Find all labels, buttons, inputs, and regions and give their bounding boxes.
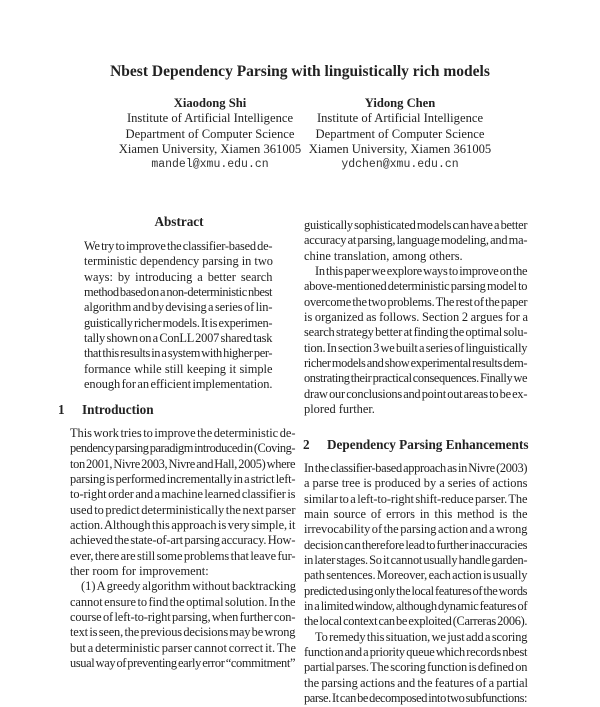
author-block-1 [116,96,304,172]
author-email: mandel@xmu.edu.cn [151,158,269,172]
text-line-content: the parsing actions and the features of a partial [304,675,528,690]
text-line-content: guistically richer models. It is experimen- [84,315,273,330]
text-line [304,492,528,507]
text-line [304,476,528,491]
text-line [70,487,296,502]
text-line-content: the local context can be exploited (Carreras 2006). [304,614,528,629]
text-line [70,472,296,487]
paper-title: Nbest Dependency Parsing with linguistically rich models [110,63,490,80]
section-title: Introduction [82,402,154,417]
text-line-content: main source of errors in this method is the [304,507,528,522]
text-line [304,538,528,553]
text-line-content: algorithm and by devising a series of lin- [84,300,273,315]
text-line [304,691,528,706]
text-line [70,533,296,548]
text-line-content: parsing is performed incrementally in a strict left- [70,472,296,487]
text-line [70,518,296,533]
text-line [304,371,528,386]
text-line [84,316,273,331]
text-line [304,279,528,294]
text-line-content: accuracy at parsing, language modeling, and ma- [304,233,528,248]
text-line-content: to-right order and a machine learned classifier is [70,487,296,502]
text-line-content: similar to a left-to-right shift-reduce parser. The [304,491,528,506]
text-line [304,356,528,371]
text-line [304,553,528,568]
text-line [84,254,273,269]
text-line [70,579,296,594]
text-line-content: that this results in a system with higher per- [84,346,273,361]
text-line-content: enough for an efficient implementation. [84,377,273,392]
author-affiliation: Department of Computer Science [315,126,485,141]
text-line [304,233,528,248]
text-line-content: To remedy this situation, we just add a scoring [315,629,528,644]
text-line [70,457,296,472]
author-name: Yidong Chen [364,96,436,110]
author-affiliation: Institute of Artificial Intelligence [126,111,294,126]
author-email: ydchen@xmu.edu.cn [341,158,459,172]
author-affiliation: Department of Computer Science [125,126,295,141]
text-line [304,310,528,325]
text-line [304,676,528,691]
text-line-content: tion. In section 3 we built a series of linguistically [304,340,528,355]
text-line-content: partial parses. The scoring function is defined on [304,660,528,675]
text-line-content: in later stages. So it cannot usually handle garden- [304,553,528,568]
text-line [84,362,273,377]
text-line-content: onstrating their practical consequences. Finally we [304,371,528,386]
text-line [304,614,528,629]
author-name: Xiaodong Shi [173,96,247,110]
text-line [70,625,296,640]
text-line-content: action. Although this approach is very simple, it [70,518,296,533]
text-line [70,656,296,671]
text-line [84,285,273,300]
introduction-continued [304,218,528,417]
text-line-content: a parse tree is produced by a series of actions [304,476,528,491]
text-line-content: achieved the state-of-art parsing accuracy. How- [70,533,296,548]
text-line-content: plored further. [304,402,375,417]
text-line-content: text is seen, the previous decisions may be wrong [70,625,296,640]
abstract-heading: Abstract [154,214,204,229]
introduction-body [70,426,296,672]
text-line-content: course of left-to-right parsing, when further con- [70,610,296,625]
text-line [70,426,296,441]
text-line-content: used to predict deterministically the next parser [70,502,296,517]
text-line-content: path sentences. Moreover, each action is usually [304,568,528,583]
text-line-content: ther room for improvement: [70,564,209,579]
text-line-content: (1) A greedy algorithm without backtracking [81,579,296,594]
author-affiliation: Xiamen University, Xiamen 361005 [118,141,302,156]
text-line [70,641,296,656]
text-line [304,387,528,402]
author-affiliation: Institute of Artificial Intelligence [316,111,484,126]
text-line-content: but a deterministic parser cannot correct it. The [70,640,296,655]
text-line-content: This work tries to improve the deterministic de- [70,426,296,440]
text-line [304,507,528,522]
section2-body [304,461,528,707]
text-line [70,610,296,625]
text-line-content: decision can therefore lead to further inaccuracies [304,537,528,552]
text-line-content: ton 2001, Nivre 2003, Nivre and Hall, 2005) where [70,456,296,471]
text-line-content: In this paper we explore ways to improve on the [315,264,528,279]
text-line-content: overcome the two problems. The rest of the paper [304,294,528,309]
text-line [84,239,273,254]
text-line [304,249,528,264]
author-block-2 [306,96,494,172]
text-line-content: terministic dependency parsing in two [84,254,273,269]
text-line-content: usual way of preventing early error “commitment” [70,656,296,671]
text-line [304,645,528,660]
text-line [304,568,528,583]
text-line [304,325,528,340]
text-line [304,522,528,537]
text-line-content: above-mentioned deterministic parsing model to [304,279,528,294]
text-line-content: formance while still keeping it simple [84,361,273,376]
text-line-content: irrevocability of the parsing action and a wrong [304,522,528,537]
text-line [84,331,273,346]
text-line [70,549,296,564]
text-line [304,264,528,279]
text-line-content: In the classifier-based approach as in Nivre (2003) [304,461,528,475]
text-line-content: richer models and show experimental results dem- [304,356,528,371]
text-line-content: predicted using only the local features of the words [304,583,528,598]
section-number: 2 [303,437,310,452]
text-line [304,584,528,599]
section-heading-dependency-parsing [303,437,528,453]
text-line-content: parse. It can be decomposed into two subfunctions: [304,691,528,706]
text-line [84,377,273,392]
text-line [304,660,528,675]
text-line [304,599,528,614]
text-line [70,503,296,518]
text-line [84,300,273,315]
text-line-content: ever, there are still some problems that leave fur- [70,548,296,563]
text-line-content: function and a priority queue which records nbest [304,645,528,660]
text-line-content: We try to improve the classifier-based de- [84,239,273,253]
section-heading-introduction [58,402,154,418]
text-line-content: tally shown on a ConLL 2007 shared task [84,331,273,346]
text-line-content: ways: by introducing a better search [84,269,273,284]
section-number: 1 [58,402,65,417]
text-line-content: is organized as follows. Section 2 argues for a [304,310,528,325]
text-line [304,295,528,310]
text-line-content: draw our conclusions and point out areas to be ex- [304,386,528,401]
text-line-content: chine translation, among others. [304,248,463,263]
text-line [304,461,528,476]
text-line [84,270,273,285]
text-line-content: search strategy better at finding the optimal solu- [304,325,528,340]
text-line [304,402,528,417]
abstract-body [84,239,273,392]
text-line-content: in a limited window, although dynamic features of [304,599,528,614]
text-line-content: cannot ensure to find the optimal solution. In the [70,594,296,609]
text-line [70,564,296,579]
author-affiliation: Xiamen University, Xiamen 361005 [308,141,492,156]
text-line [304,341,528,356]
text-line-content: pendency parsing paradigm introduced in (Coving- [70,441,296,456]
text-line-content: guistically sophisticated models can have a better [304,218,528,232]
section-title: Dependency Parsing Enhancements [327,437,529,452]
text-line [304,630,528,645]
text-line [70,595,296,610]
text-line-content: method based on a non-deterministic nbest [84,285,273,300]
text-line [84,346,273,361]
text-line [70,441,296,456]
text-line [304,218,528,233]
